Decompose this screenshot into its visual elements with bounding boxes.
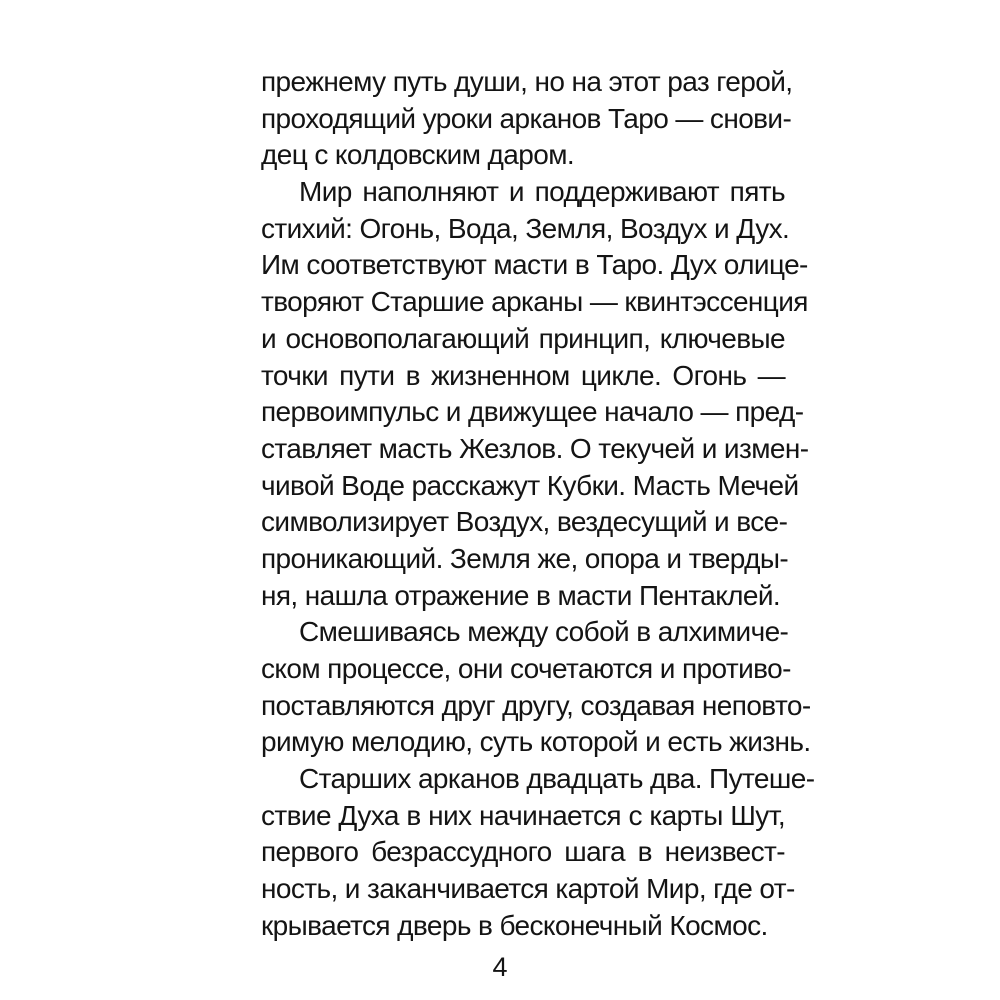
text-line: и основополагающий принцип, ключевые bbox=[261, 322, 785, 354]
text-line: ствие Духа в них начинается с карты Шут, bbox=[261, 799, 785, 831]
text-line: ском процессе, они сочетаются и противо- bbox=[261, 653, 791, 684]
paragraph-start-line: Смешиваясь между собой в алхимиче- bbox=[299, 616, 789, 648]
text-line: стихий: Огонь, Вода, Земля, Воздух и Дух. bbox=[261, 212, 790, 244]
text-line: проникающий. Земля же, опора и тверды- bbox=[261, 542, 789, 574]
text-line: поставляются друг другу, создавая неповто- bbox=[261, 689, 811, 721]
text-line: Им соответствуют масти в Таро. Дух олице- bbox=[261, 249, 808, 281]
text-line: первого безрассудного шага в неизвест- bbox=[261, 836, 785, 868]
paragraph-start-line: Мир наполняют и поддерживают пять bbox=[299, 176, 785, 208]
text-line: прежнему путь души, но на этот раз герой, bbox=[261, 66, 793, 97]
page-number: 4 bbox=[492, 952, 508, 982]
text-line: символизирует Воздух, вездесущий и все- bbox=[261, 506, 788, 538]
text-line: римую мелодию, суть которой и есть жизнь. bbox=[261, 726, 811, 758]
text-line: проходящий уроки арканов Таро — снови- bbox=[261, 102, 792, 134]
text-line: чивой Воде расскажут Кубки. Масть Мечей bbox=[261, 469, 799, 501]
text-line: творяют Старшие арканы — квинтэссенция bbox=[261, 286, 808, 318]
text-line: точки пути в жизненном цикле. Огонь — bbox=[261, 359, 785, 391]
body-text bbox=[261, 64, 815, 945]
text-line: дец с колдовским даром. bbox=[261, 139, 575, 171]
text-line: ставляет масть Жезлов. О текучей и измен- bbox=[261, 432, 809, 464]
text-line: ность, и заканчивается картой Мир, где от- bbox=[261, 873, 795, 905]
paragraph-start-line: Старших арканов двадцать два. Путеше- bbox=[299, 763, 815, 795]
text-line: ня, нашла отражение в масти Пентаклей. bbox=[261, 579, 781, 611]
text-line: крывается дверь в бесконечный Космос. bbox=[261, 909, 768, 941]
text-line: первоимпульс и движущее начало — пред- bbox=[261, 396, 804, 428]
